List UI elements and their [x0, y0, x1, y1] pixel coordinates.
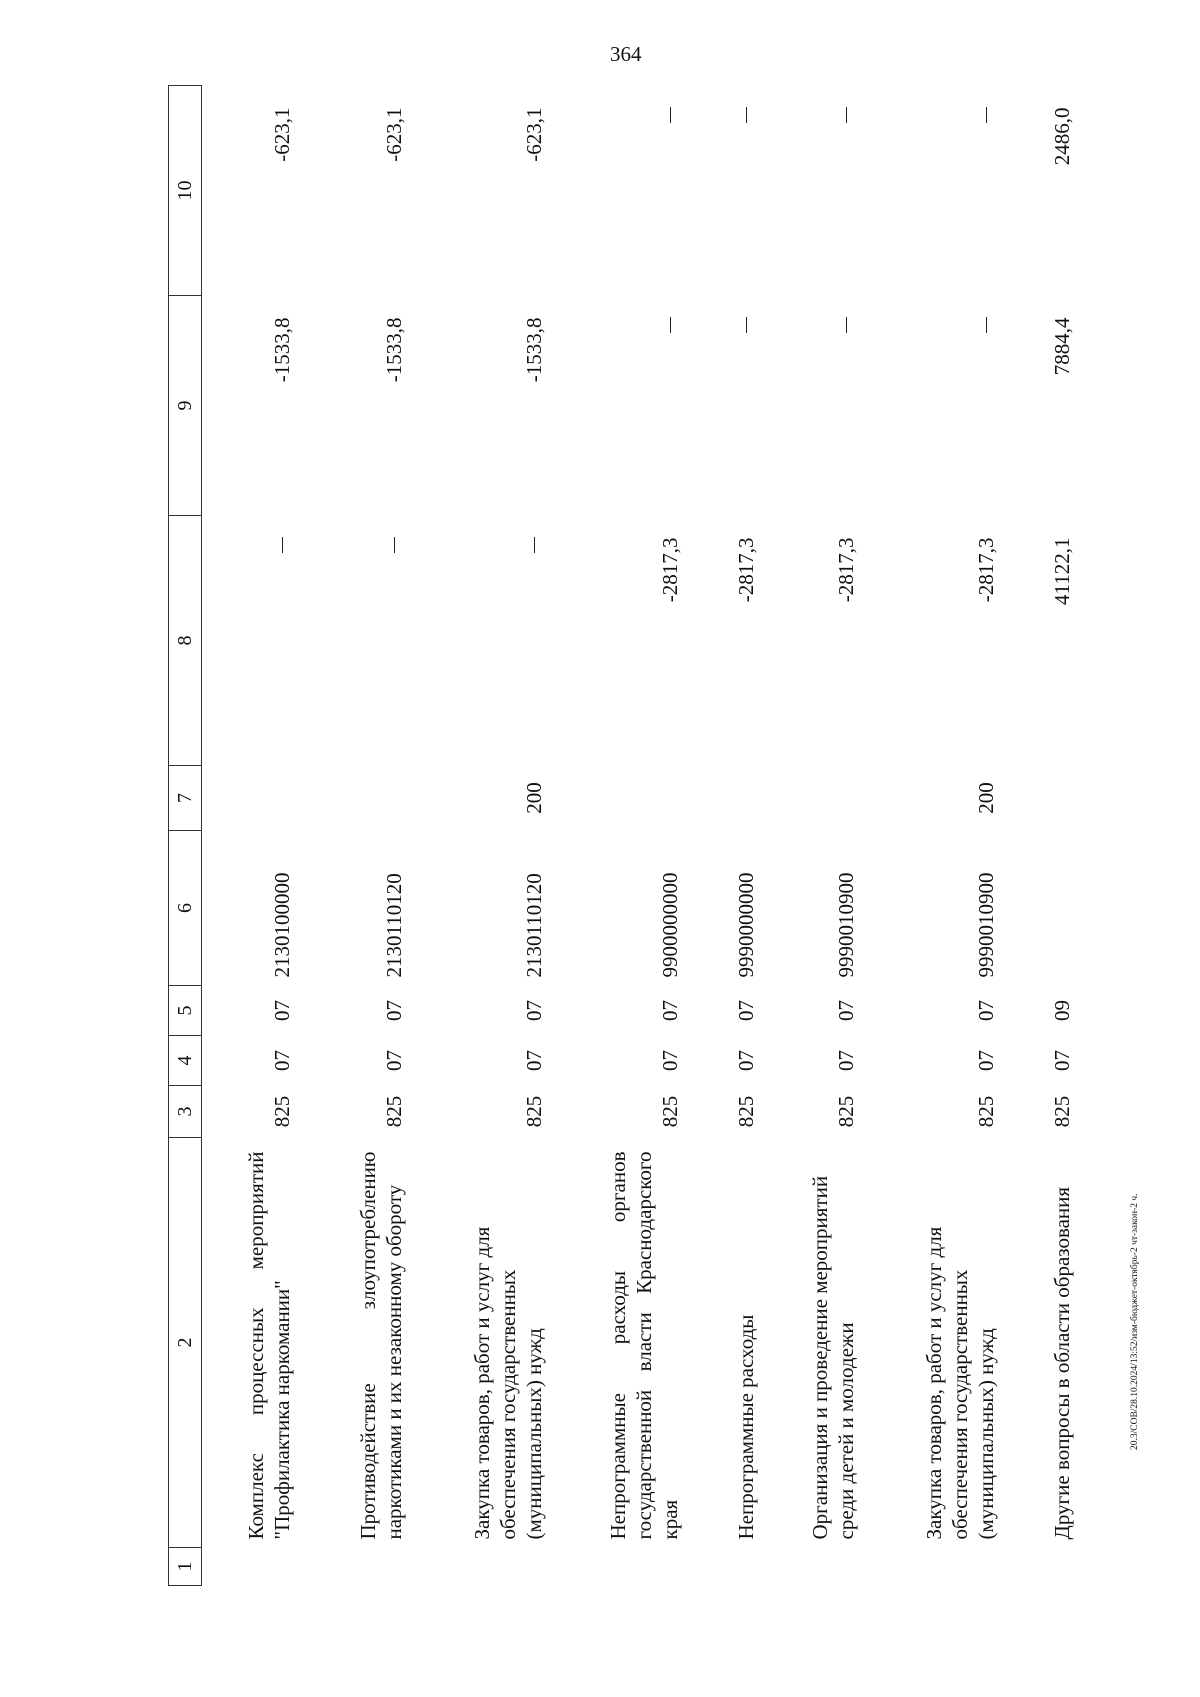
row-name: Закупка товаров, работ и услуг для обеспечения государственных (муниципальных) нужд [921, 1226, 999, 1540]
table-row [864, 86, 1004, 1586]
cell-c9 [864, 296, 1004, 516]
cell-c4: 07 [734, 1050, 759, 1071]
cell-c8 [202, 516, 300, 766]
header-col-5: 5 [169, 986, 202, 1036]
cell-c9: -1533,8 [522, 317, 547, 383]
cell-c3: 825 [1050, 1095, 1075, 1128]
cell-c7: 200 [974, 782, 999, 814]
cell-c6: 9990010900 [974, 872, 999, 978]
cell-c9: -1533,8 [270, 317, 295, 383]
cell-c8: -2817,3 [834, 537, 859, 603]
dash-mark [670, 108, 671, 124]
row-name: Непрограммные расходы органов государственной власти Краснодарского края [605, 1151, 683, 1540]
row-name: Организация и проведение мероприятий среди детей и молодежи [808, 1175, 859, 1540]
cell-c10: -623,1 [382, 107, 407, 162]
cell-c7 [202, 766, 300, 831]
row-name: Закупка товаров, работ и услуг для обеспечения государственных (муниципальных) нужд [469, 1226, 547, 1540]
cell-c3: 825 [974, 1095, 999, 1128]
row-name: Непрограммные расходы [734, 1314, 759, 1540]
dash-mark [394, 538, 395, 554]
cell-c4: 07 [974, 1050, 999, 1071]
cell-c6: 2130110120 [522, 873, 547, 978]
cell-c4: 07 [270, 1050, 295, 1071]
cell-c8: -2817,3 [734, 537, 759, 603]
header-col-4: 4 [169, 1036, 202, 1086]
cell-c5: 07 [834, 1000, 859, 1021]
row-name: Противодействие злоупотреблению наркотиками и их незаконному обороту [356, 1151, 407, 1540]
cell-c3: 825 [270, 1095, 295, 1128]
cell-c8: -2817,3 [658, 537, 683, 603]
cell-c5: 07 [734, 1000, 759, 1021]
header-col-10: 10 [169, 86, 202, 296]
cell-c10 [764, 86, 864, 296]
header-col-9: 9 [169, 296, 202, 516]
budget-table-rotated [168, 86, 1075, 1586]
cell-c7: 200 [522, 782, 547, 814]
dash-mark [746, 108, 747, 124]
table-row [412, 86, 552, 1586]
table-row [688, 86, 764, 1586]
cell-c9: -1533,8 [382, 317, 407, 383]
header-col-2: 2 [169, 1138, 202, 1548]
budget-table [168, 85, 1080, 1586]
table-row [764, 86, 864, 1586]
cell-c4: 07 [1050, 1050, 1075, 1071]
cell-c8 [300, 516, 412, 766]
dash-mark [534, 538, 535, 554]
table-row [300, 86, 412, 1586]
cell-c10 [552, 86, 688, 296]
dash-mark [846, 318, 847, 334]
cell-c5: 07 [270, 1000, 295, 1021]
footer-file-stamp: 20.3/СОВ/28.10.2024/13:52/изм-бюджет-октябрь-2 чт-закон-2 ч. [1130, 1193, 1140, 1450]
cell-c8: -2817,3 [974, 537, 999, 603]
cell-c6: 2130100000 [270, 872, 295, 978]
dash-mark [746, 318, 747, 334]
table-row [552, 86, 688, 1586]
cell-c8 [412, 516, 552, 766]
cell-c10: -623,1 [522, 107, 547, 162]
cell-c9: 7884,4 [1050, 317, 1075, 376]
cell-c4: 07 [522, 1050, 547, 1071]
header-col-3: 3 [169, 1086, 202, 1138]
cell-c3: 825 [834, 1095, 859, 1128]
cell-c9 [688, 296, 764, 516]
cell-c10: 2486,0 [1050, 107, 1075, 166]
header-col-8: 8 [169, 516, 202, 766]
dash-mark [986, 318, 987, 334]
cell-c8: 41122,1 [1050, 537, 1075, 605]
table-row [202, 86, 300, 1586]
cell-c6: 9990010900 [834, 872, 859, 978]
cell-c7 [300, 766, 412, 831]
cell-c5: 07 [974, 1000, 999, 1021]
cell-c6: 9990000000 [734, 872, 759, 978]
cell-c6: 9900000000 [658, 872, 683, 978]
cell-c7 [1004, 766, 1080, 831]
cell-c9 [552, 296, 688, 516]
cell-c3: 825 [382, 1095, 407, 1128]
cell-c3: 825 [734, 1095, 759, 1128]
cell-c7 [552, 766, 688, 831]
cell-c10: -623,1 [270, 107, 295, 162]
cell-c4: 07 [834, 1050, 859, 1071]
cell-c7 [688, 766, 764, 831]
table-row [1004, 86, 1080, 1586]
dash-mark [846, 108, 847, 124]
cell-c4: 07 [382, 1050, 407, 1071]
cell-c10 [688, 86, 764, 296]
cell-c4: 07 [658, 1050, 683, 1071]
header-col-1: 1 [169, 1548, 202, 1586]
cell-c7 [764, 766, 864, 831]
cell-c6 [1004, 831, 1080, 986]
page-number: 364 [610, 42, 642, 66]
cell-c6: 2130110120 [382, 873, 407, 978]
cell-c5: 07 [658, 1000, 683, 1021]
cell-c5: 09 [1050, 1000, 1075, 1021]
cell-c5: 07 [522, 1000, 547, 1021]
dash-mark [282, 538, 283, 554]
cell-c5: 07 [382, 1000, 407, 1021]
header-col-7: 7 [169, 766, 202, 831]
dash-mark [986, 108, 987, 124]
cell-c10 [864, 86, 1004, 296]
cell-c3: 825 [658, 1095, 683, 1128]
cell-c9 [764, 296, 864, 516]
row-name: Комплекс процессных мероприятий "Профилактика наркомании" [244, 1151, 295, 1540]
header-row [169, 86, 202, 1586]
header-col-6: 6 [169, 831, 202, 986]
cell-c3: 825 [522, 1095, 547, 1128]
dash-mark [670, 318, 671, 334]
row-name: Другие вопросы в области образования [1050, 1186, 1075, 1540]
